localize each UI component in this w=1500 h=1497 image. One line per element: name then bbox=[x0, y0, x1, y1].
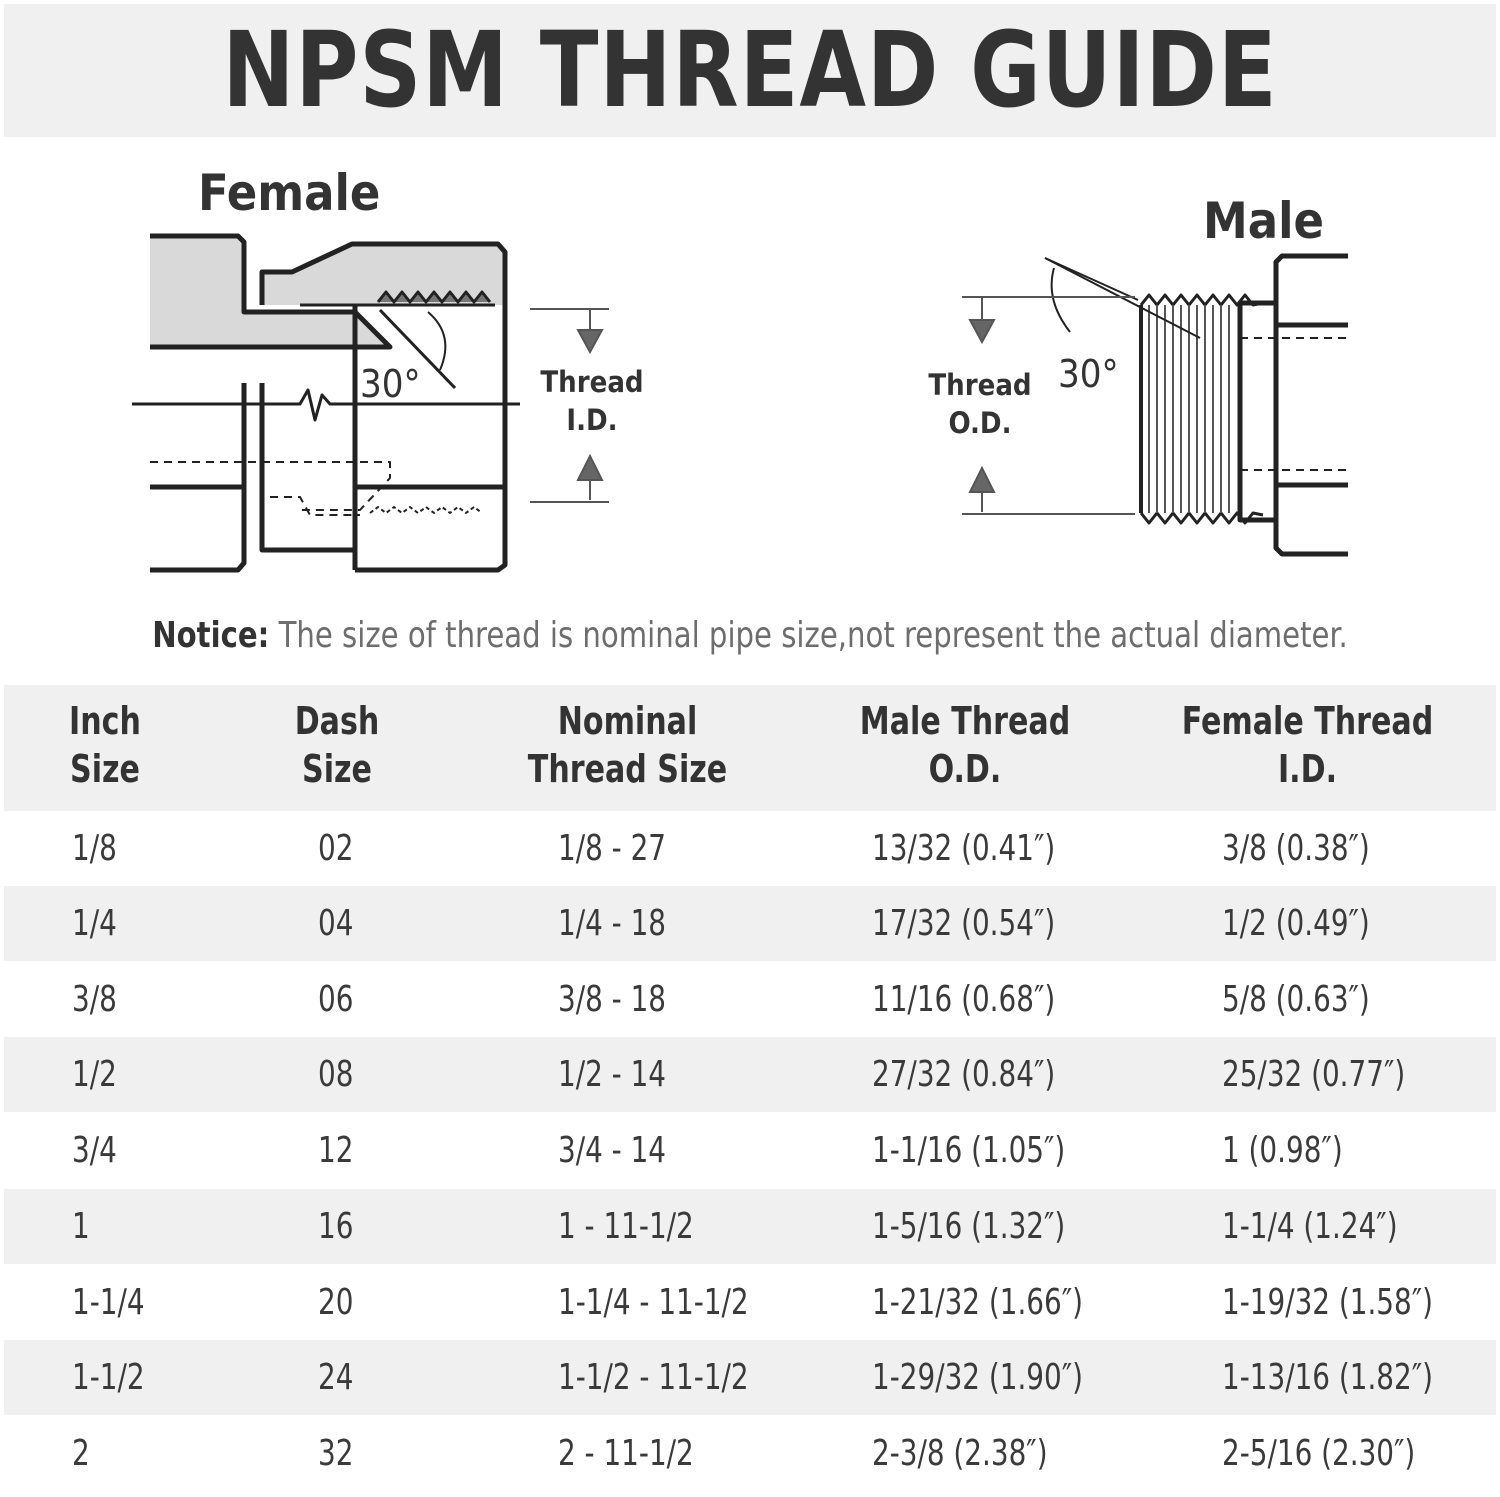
table-row bbox=[4, 1416, 1496, 1491]
header-dash-size: Dash Size bbox=[294, 699, 380, 791]
thread-id-label-2: I.D. bbox=[566, 403, 618, 437]
cell-nominal-thread-size: 2 - 11-1/2 bbox=[558, 1433, 694, 1474]
cell-dash-size: 16 bbox=[318, 1206, 354, 1247]
female-fitting-drawing bbox=[132, 236, 520, 570]
cell-nominal-thread-size: 1-1/4 - 11-1/2 bbox=[558, 1282, 749, 1323]
table-row bbox=[4, 1340, 1496, 1415]
thread-id-label-1: Thread bbox=[540, 365, 644, 399]
cell-inch-size: 3/8 bbox=[72, 979, 117, 1020]
cell-dash-size: 08 bbox=[318, 1054, 354, 1095]
thread-diagram bbox=[0, 140, 1500, 600]
header-nominal-thread-size: Nominal Thread Size bbox=[527, 699, 728, 791]
cell-female-thread-id: 1-13/16 (1.82″) bbox=[1222, 1357, 1434, 1398]
cell-inch-size: 1-1/4 bbox=[72, 1282, 145, 1323]
cell-nominal-thread-size: 1-1/2 - 11-1/2 bbox=[558, 1357, 749, 1398]
notice-text bbox=[75, 612, 1425, 660]
cell-dash-size: 04 bbox=[318, 903, 354, 944]
cell-male-thread-od: 1-21/32 (1.66″) bbox=[872, 1282, 1084, 1323]
cell-female-thread-id: 1-1/4 (1.24″) bbox=[1222, 1206, 1398, 1247]
table-row bbox=[4, 1037, 1496, 1112]
cell-female-thread-id: 25/32 (0.77″) bbox=[1222, 1054, 1406, 1095]
thread-od-label-1: Thread bbox=[928, 368, 1032, 402]
cell-inch-size: 1/8 bbox=[72, 828, 117, 869]
cell-nominal-thread-size: 1/4 - 18 bbox=[558, 903, 666, 944]
cell-nominal-thread-size: 3/8 - 18 bbox=[558, 979, 666, 1020]
table-row bbox=[4, 886, 1496, 961]
cell-inch-size: 1/4 bbox=[72, 903, 117, 944]
male-angle-label: 30° bbox=[1058, 352, 1119, 396]
cell-dash-size: 12 bbox=[318, 1130, 354, 1171]
female-angle-label: 30° bbox=[360, 362, 421, 406]
page-title: NPSM THREAD GUIDE bbox=[222, 9, 1278, 131]
cell-dash-size: 24 bbox=[318, 1357, 354, 1398]
cell-dash-size: 02 bbox=[318, 828, 354, 869]
cell-female-thread-id: 5/8 (0.63″) bbox=[1222, 979, 1370, 1020]
table-row bbox=[4, 1189, 1496, 1264]
cell-male-thread-od: 1-1/16 (1.05″) bbox=[872, 1130, 1066, 1171]
cell-male-thread-od: 1-5/16 (1.32″) bbox=[872, 1206, 1066, 1247]
male-label: Male bbox=[1203, 192, 1325, 250]
cell-dash-size: 20 bbox=[318, 1282, 354, 1323]
table-row bbox=[4, 962, 1496, 1037]
cell-dash-size: 32 bbox=[318, 1433, 354, 1474]
female-label: Female bbox=[198, 164, 381, 222]
cell-female-thread-id: 1 (0.98″) bbox=[1222, 1130, 1343, 1171]
cell-female-thread-id: 1-19/32 (1.58″) bbox=[1222, 1282, 1434, 1323]
cell-female-thread-id: 2-5/16 (2.30″) bbox=[1222, 1433, 1416, 1474]
header-female-thread-id: Female Thread I.D. bbox=[1181, 699, 1434, 791]
cell-inch-size: 1 bbox=[72, 1206, 90, 1247]
cell-inch-size: 2 bbox=[72, 1433, 90, 1474]
cell-male-thread-od: 1-29/32 (1.90″) bbox=[872, 1357, 1084, 1398]
cell-inch-size: 1/2 bbox=[72, 1054, 117, 1095]
cell-female-thread-id: 1/2 (0.49″) bbox=[1222, 903, 1370, 944]
cell-male-thread-od: 17/32 (0.54″) bbox=[872, 903, 1056, 944]
cell-inch-size: 1-1/2 bbox=[72, 1357, 145, 1398]
table-row bbox=[4, 1113, 1496, 1188]
cell-inch-size: 3/4 bbox=[72, 1130, 117, 1171]
cell-male-thread-od: 13/32 (0.41″) bbox=[872, 828, 1056, 869]
cell-nominal-thread-size: 1/2 - 14 bbox=[558, 1054, 666, 1095]
table-row bbox=[4, 1265, 1496, 1340]
cell-male-thread-od: 2-3/8 (2.38″) bbox=[872, 1433, 1048, 1474]
thread-od-label-2: O.D. bbox=[948, 406, 1012, 440]
cell-male-thread-od: 11/16 (0.68″) bbox=[872, 979, 1056, 1020]
male-fitting-drawing bbox=[1045, 256, 1348, 554]
header-inch-size: Inch Size bbox=[69, 699, 141, 791]
notice-label: Notice: bbox=[152, 615, 270, 656]
cell-dash-size: 06 bbox=[318, 979, 354, 1020]
cell-male-thread-od: 27/32 (0.84″) bbox=[872, 1054, 1056, 1095]
cell-nominal-thread-size: 1 - 11-1/2 bbox=[558, 1206, 694, 1247]
cell-nominal-thread-size: 1/8 - 27 bbox=[558, 828, 666, 869]
cell-female-thread-id: 3/8 (0.38″) bbox=[1222, 828, 1370, 869]
cell-nominal-thread-size: 3/4 - 14 bbox=[558, 1130, 666, 1171]
notice-body: The size of thread is nominal pipe size,not represent the actual diameter. bbox=[269, 615, 1348, 656]
table-row bbox=[4, 811, 1496, 886]
header-male-thread-od: Male Thread O.D. bbox=[859, 699, 1071, 791]
